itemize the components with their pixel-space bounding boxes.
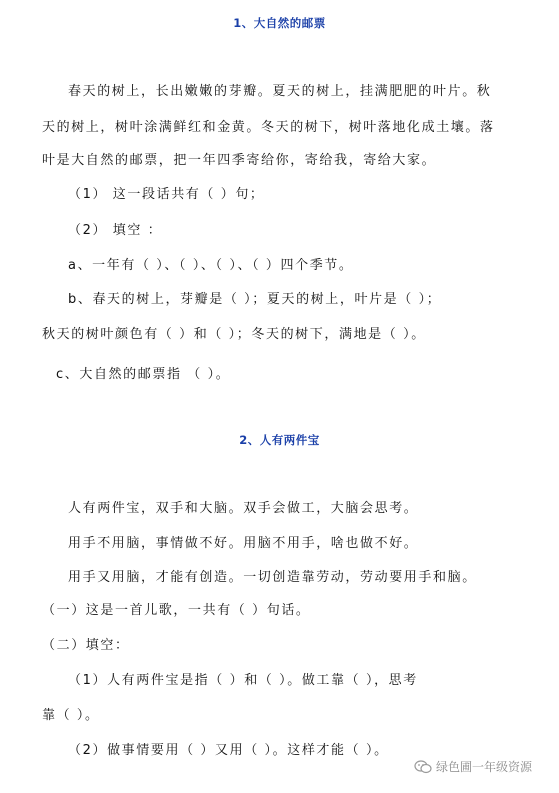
section1-question-c: c、大自然的邮票指 （ ）。 <box>56 367 231 382</box>
section1-para-line: 天的树上，树叶涂满鲜红和金黄。冬天的树下，树叶落地化成土壤。落 <box>42 120 495 135</box>
section2-para-line: 用手不用脑，事情做不好。用脑不用手，啥也做不好。 <box>68 536 419 551</box>
section1-question-1: （1） 这一段话共有（ ）句； <box>68 187 265 202</box>
section2-fill-2: （2）做事情要用（ ）又用（ ）。这样才能（ ）。 <box>68 743 389 758</box>
section2-question-1: （一）这是一首儿歌，一共有（ ）句话。 <box>42 603 311 618</box>
section2-title: 2、人有两件宝 <box>239 433 320 447</box>
section2-fill-1: （1）人有两件宝是指（ ）和（ ）。做工靠（ ），思考 <box>68 673 418 688</box>
section1-question-a: a、一年有（ ）、（ ）、（ ）、（ ）四个季节。 <box>68 258 354 273</box>
section2-para-line: 人有两件宝，双手和大脑。双手会做工，大脑会思考。 <box>68 501 419 516</box>
section2-para-line: 用手又用脑，才能有创造。一切创造靠劳动，劳动要用手和脑。 <box>68 570 477 585</box>
section2-fill-1: 靠（ ）。 <box>42 708 100 723</box>
section1-question-b: b、春天的树上，芽瓣是（ ）；夏天的树上，叶片是（ ）； <box>68 292 442 307</box>
section1-question-2: （2） 填空 ： <box>68 223 163 238</box>
section1-title: 1、大自然的邮票 <box>233 16 326 30</box>
wechat-icon <box>414 760 432 774</box>
section1-para-line: 叶是大自然的邮票，把一年四季寄给你，寄给我，寄给大家。 <box>42 153 437 168</box>
section1-question-b: 秋天的树叶颜色有（ ）和（ ）；冬天的树下，满地是（ ）。 <box>42 327 426 342</box>
section2-question-2: （二）填空： <box>42 638 130 653</box>
watermark-text: 绿色圃一年级资源 <box>436 760 533 774</box>
section1-para-line: 春天的树上，长出嫩嫩的芽瓣。夏天的树上，挂满肥肥的叶片。秋 <box>68 84 492 99</box>
watermark <box>414 758 532 775</box>
